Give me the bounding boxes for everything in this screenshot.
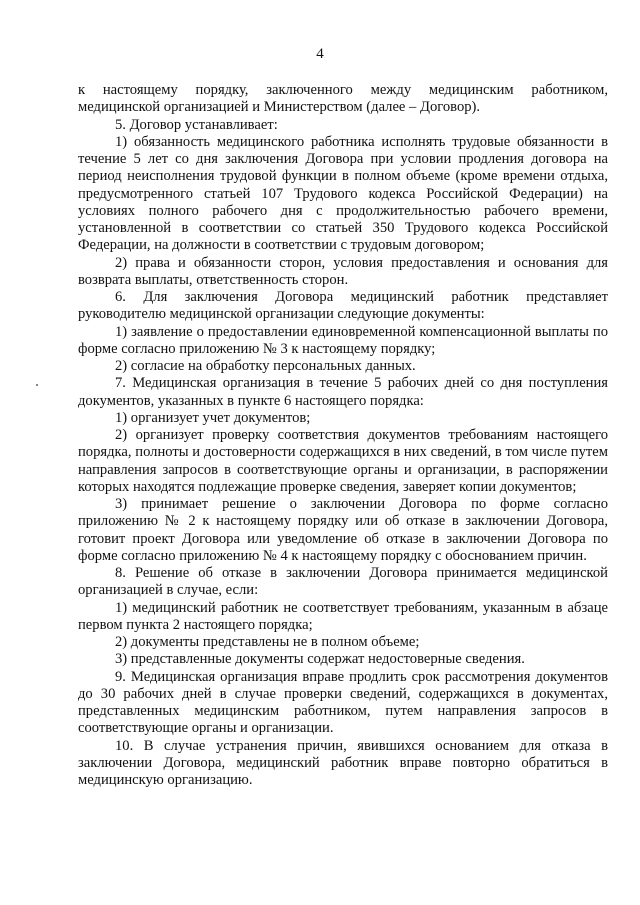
paragraph-7-subitem-1: 1) организует учет документов; (115, 409, 311, 426)
paragraph-item-6: 6. Для заключения Договора медицинский работник представляет руководителю медицинской организации следующие документы: (78, 289, 608, 323)
paragraph-item-7: 7. Медицинская организация в течение 5 рабочих дней со дня поступления документов, указанных в пункте 6 настоящего порядка: (78, 375, 608, 409)
paragraph-8-subitem-3: 3) представленные документы содержат недостоверные сведения. (115, 651, 525, 668)
document-body (78, 82, 608, 789)
paragraph-item-9: 9. Медицинская организация вправе продлить срок рассмотрения документов до 30 рабочих дней в случае проверки сведений, содержащихся в документах, представленных медицинским работником, путем направления запросов в соответствующие органы и организации. (78, 668, 608, 737)
paragraph-5-subitem-1: 1) обязанность медицинского работника исполнять трудовые обязанности в течение 5 лет со дня заключения Договора при условии продления договора на период неисполнения трудовой функции в полном объеме (кроме времени отдыха, предусмотренного статьей 107 Трудового кодекса Российской Федерации) на условиях полного рабочего дня с продолжительностью рабочего времени, установленной в соответствии со статьей 350 Трудового кодекса Российской Федерации, на должности в соответствии с трудовым договором; (78, 133, 608, 254)
margin-mark (36, 384, 38, 386)
paragraph-7-subitem-3: 3) принимает решение о заключении Договора по форме согласно приложению № 2 к настоящему порядку или об отказе в заключении Договора, готовит проект Договора или уведомление об отказе в заключении Договора по форме согласно приложению № 4 к настоящему порядку с обоснованием причин. (78, 496, 608, 564)
paragraph-6-subitem-1: 1) заявление о предоставлении единовременной компенсационной выплаты по форме согласно приложению № 3 к настоящему порядку; (78, 323, 608, 357)
paragraph-continuation: к настоящему порядку, заключенного между медицинским работником, медицинской организацией и Министерством (далее – Договор). (78, 82, 608, 116)
paragraph-7-subitem-2: 2) организует проверку соответствия документов требованиям настоящего порядка, полноты и достоверности содержащихся в них сведений, в том числе путем направления запросов в соответствующие органы и организации, в распоряжении которых находятся подлежащие проверке сведения, заверяет копии документов; (78, 427, 608, 495)
paragraph-5-subitem-2: 2) права и обязанности сторон, условия предоставления и основания для возврата выплаты, ответственность сторон. (78, 254, 608, 288)
paragraph-item-10: 10. В случае устранения причин, явившихся основанием для отказа в заключении Договора, медицинский работник вправе повторно обратиться в медицинскую организацию. (78, 737, 608, 788)
paragraph-item-8: 8. Решение об отказе в заключении Договора принимается медицинской организацией в случае, если: (78, 565, 608, 599)
page-number: 4 (316, 46, 324, 62)
paragraph-6-subitem-2: 2) согласие на обработку персональных данных. (115, 358, 416, 374)
paragraph-item-5: 5. Договор устанавливает: (115, 116, 278, 133)
paragraph-8-subitem-1: 1) медицинский работник не соответствует требованиям, указанным в абзаце первом пункта 2 настоящего порядка; (78, 599, 608, 633)
paragraph-8-subitem-2: 2) документы представлены не в полном объеме; (115, 634, 420, 650)
